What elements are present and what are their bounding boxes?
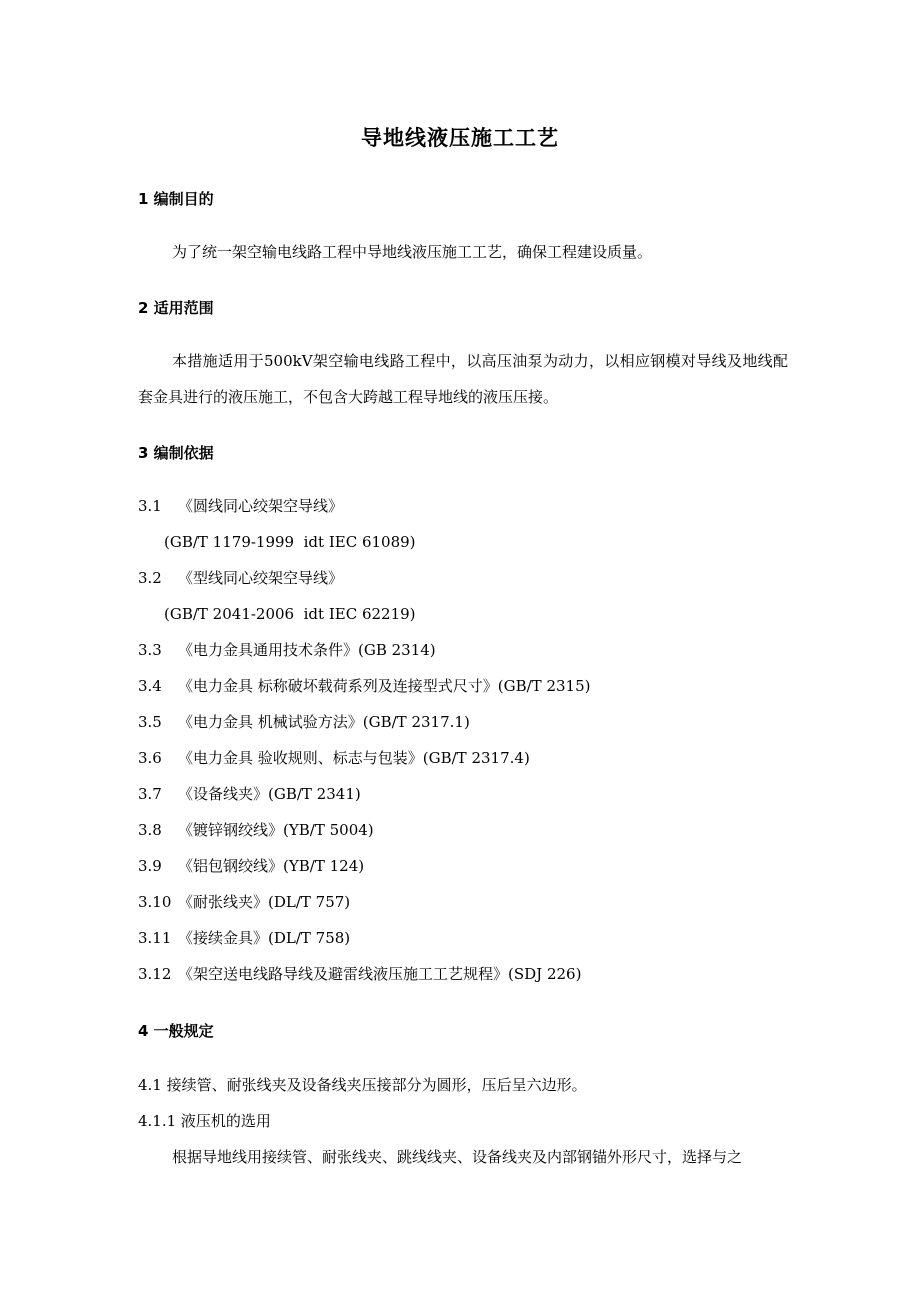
reference-text: 《电力金具 验收规则、标志与包装》(GB/T 2317.4) <box>178 749 530 767</box>
reference-number: 3.4 <box>138 677 162 695</box>
reference-number: 3.5 <box>138 713 162 731</box>
scope-paragraph: 本措施适用于500kV架空输电线路工程中，以高压油泵为动力，以相应钢模对导线及地线配套金具进行的液压施工，不包含大跨越工程导地线的液压压接。 <box>138 352 788 406</box>
reference-text: 《设备线夹》(GB/T 2341) <box>178 785 361 803</box>
reference-text: 《电力金具通用技术条件》(GB 2314) <box>178 641 436 659</box>
reference-item <box>138 964 581 984</box>
reference-standard: (GB/T 1179-1999 idt IEC 61089) <box>164 533 416 551</box>
reference-number: 3.3 <box>138 641 162 659</box>
reference-text: 《铝包钢绞线》(YB/T 124) <box>178 857 365 875</box>
reference-text: 《架空送电线路导线及避雷线液压施工工艺规程》(SDJ 226) <box>178 965 582 983</box>
reference-number: 3.9 <box>138 857 162 875</box>
reference-item <box>138 496 343 516</box>
section-heading-scope: 2 适用范围 <box>138 299 214 317</box>
reference-item <box>138 640 436 660</box>
reference-item <box>138 712 470 732</box>
reference-text: 《镀锌钢绞线》(YB/T 5004) <box>178 821 374 839</box>
reference-number: 3.2 <box>138 569 162 587</box>
reference-item <box>138 748 530 768</box>
reference-number: 3.12 <box>138 965 172 983</box>
general-item-4-1-1-text: 根据导地线用接续管、耐张线夹、跳线线夹、设备线夹及内部钢锚外形尺寸，选择与之 <box>172 1148 743 1166</box>
reference-item <box>138 568 343 588</box>
reference-text: 《型线同心绞架空导线》 <box>178 569 344 587</box>
reference-item <box>138 820 374 840</box>
general-item-4-1: 4.1 接续管、耐张线夹及设备线夹压接部分为圆形，压后呈六边形。 <box>138 1076 587 1094</box>
section-heading-purpose: 1 编制目的 <box>138 190 214 208</box>
page-title: 导地线液压施工工艺 <box>361 126 559 150</box>
reference-item <box>138 928 350 948</box>
reference-number: 3.10 <box>138 893 172 911</box>
reference-number: 3.6 <box>138 749 162 767</box>
general-item-4-1-1: 4.1.1 液压机的选用 <box>138 1112 271 1130</box>
reference-text: 《电力金具 机械试验方法》(GB/T 2317.1) <box>178 713 470 731</box>
reference-text: 《耐张线夹》(DL/T 757) <box>178 893 351 911</box>
reference-text: 《电力金具 标称破坏载荷系列及连接型式尺寸》(GB/T 2315) <box>178 677 591 695</box>
section-heading-general: 4 一般规定 <box>138 1022 214 1040</box>
reference-item <box>138 784 361 804</box>
reference-number: 3.1 <box>138 497 162 515</box>
reference-number: 3.11 <box>138 929 172 947</box>
purpose-paragraph: 为了统一架空输电线路工程中导地线液压施工工艺，确保工程建设质量。 <box>172 243 653 261</box>
reference-standard: (GB/T 2041-2006 idt IEC 62219) <box>164 605 416 623</box>
reference-item <box>138 676 590 696</box>
section-heading-basis: 3 编制依据 <box>138 444 214 462</box>
reference-number: 3.8 <box>138 821 162 839</box>
reference-number: 3.7 <box>138 785 162 803</box>
reference-text: 《接续金具》(DL/T 758) <box>178 929 351 947</box>
reference-item <box>138 892 350 912</box>
reference-text: 《圆线同心绞架空导线》 <box>178 497 344 515</box>
reference-item <box>138 856 364 876</box>
